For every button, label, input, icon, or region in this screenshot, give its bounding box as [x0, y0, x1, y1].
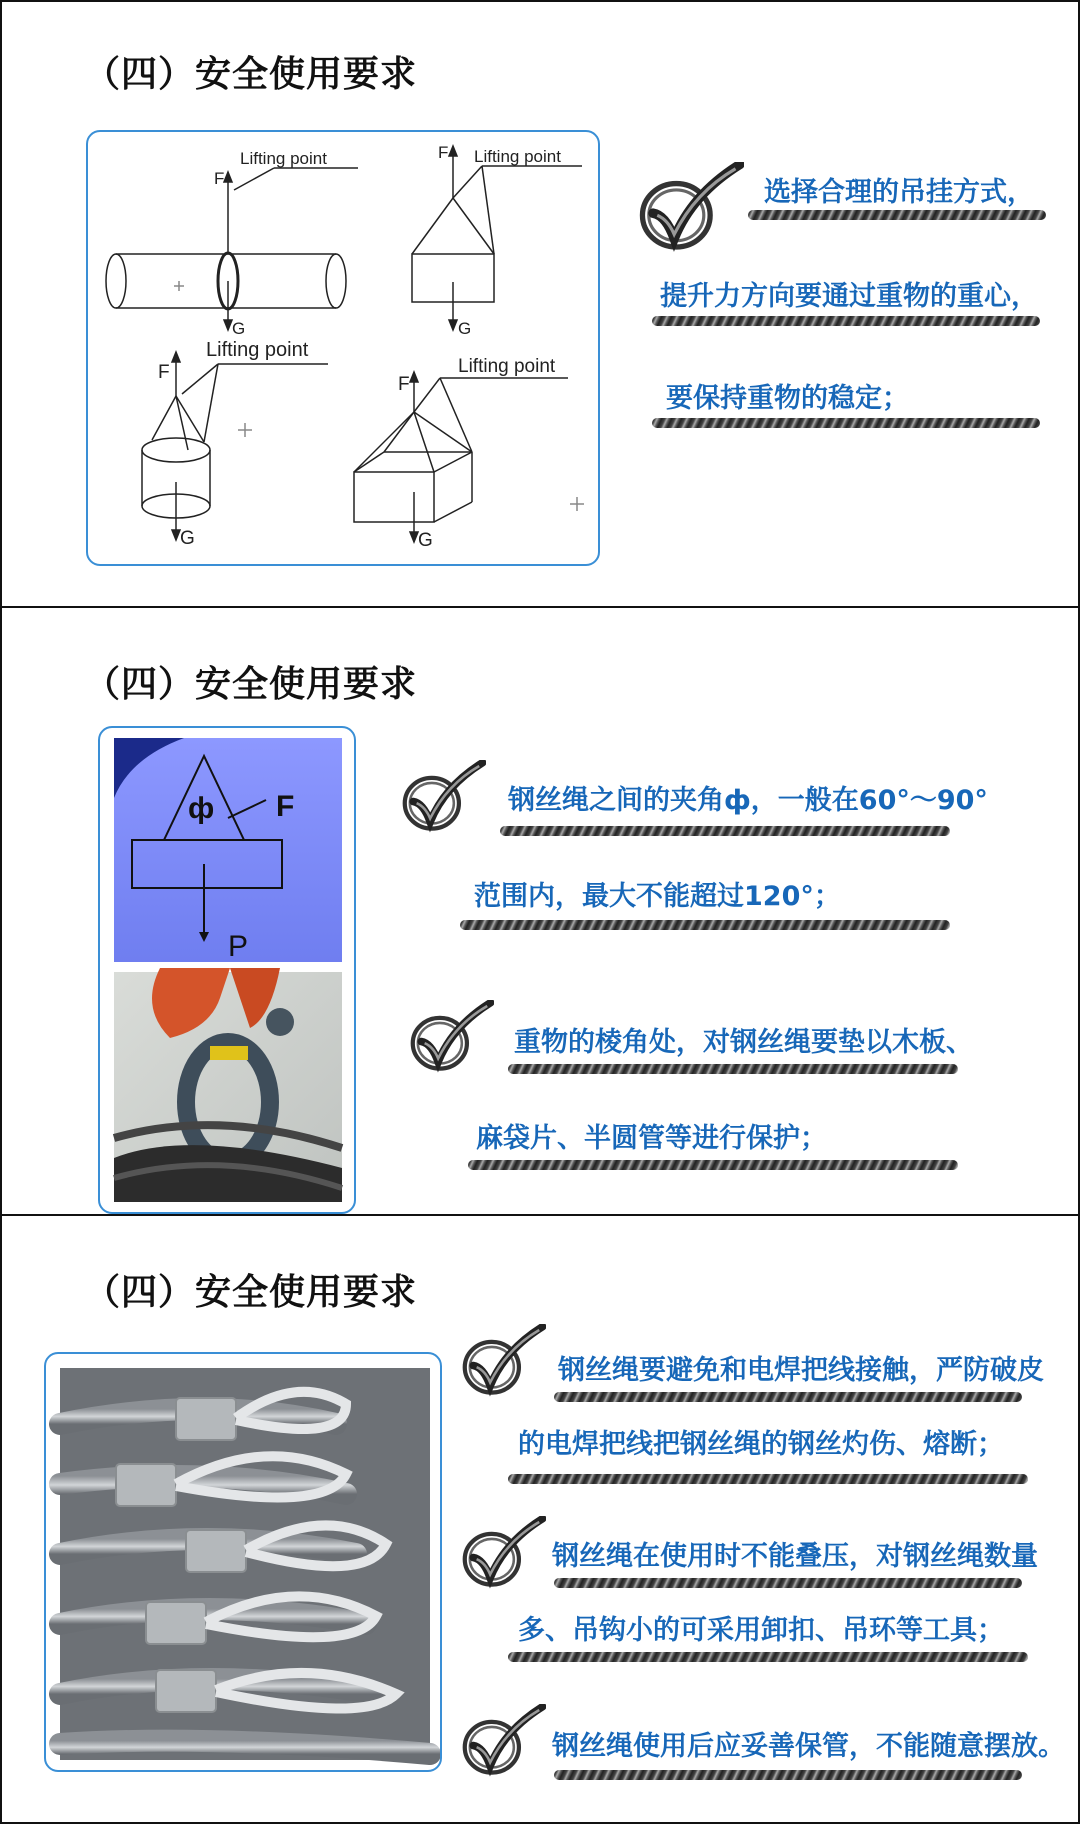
lifting-point-diagram	[88, 132, 600, 566]
rope-underline	[554, 1392, 1022, 1402]
body-line: 选择合理的吊挂方式，	[764, 177, 1034, 208]
body-line: 钢丝绳在使用时不能叠压，对钢丝绳数量	[552, 1541, 1038, 1572]
rope-underline	[554, 1578, 1022, 1588]
rope-underline	[500, 826, 950, 836]
checkmark-icon	[458, 1704, 546, 1782]
body-line: 范围内，最大不能超过120°；	[474, 881, 841, 912]
body-line: 钢丝绳使用后应妥善保管，不能随意摆放。	[552, 1731, 1065, 1762]
rope-underline	[508, 1474, 1028, 1484]
sling-angle-diagram	[100, 728, 356, 1214]
lifting-diagram-panel	[86, 130, 600, 566]
lifting-point-label: Lifting point	[458, 356, 556, 377]
checkmark-icon	[458, 1324, 546, 1402]
force-label: F	[398, 374, 410, 395]
rope-underline	[508, 1652, 1028, 1662]
body-line: 钢丝绳要避免和电焊把线接触，严防破皮	[558, 1355, 1044, 1386]
lifting-point-label: Lifting point	[206, 339, 309, 361]
angle-diagram-panel	[98, 726, 356, 1214]
body-line: 多、吊钩小的可采用卸扣、吊环等工具；	[518, 1615, 1004, 1646]
lifting-point-label: Lifting point	[474, 147, 561, 166]
checkmark-icon	[634, 162, 744, 258]
phi-label: ф	[188, 792, 215, 825]
rope-underline	[652, 316, 1040, 326]
force-label: F	[158, 362, 170, 383]
rope-underline	[554, 1770, 1022, 1780]
slide-3	[0, 1214, 1080, 1824]
body-line: 要保持重物的稳定；	[666, 383, 909, 414]
shackle-photo	[114, 968, 342, 1202]
slide-2	[0, 606, 1080, 1216]
slide-1	[0, 0, 1080, 608]
gravity-label: G	[418, 530, 433, 551]
rope-underline	[468, 1160, 958, 1170]
gravity-label: G	[180, 528, 195, 549]
wire-rope-thimbles-photo	[46, 1354, 442, 1772]
rope-underline	[652, 418, 1040, 428]
force-label: F	[438, 143, 449, 162]
body-line: 的电焊把线把钢丝绳的钢丝灼伤、熔断；	[518, 1429, 1004, 1460]
rope-underline	[748, 210, 1046, 220]
force-label: F	[276, 790, 295, 823]
body-line: 麻袋片、半圆管等进行保护；	[476, 1123, 827, 1154]
load-label: P	[228, 930, 249, 963]
rope-underline	[508, 1064, 958, 1074]
lifting-point-label: Lifting point	[240, 149, 327, 168]
slide-title: （四）安全使用要求	[84, 54, 418, 95]
checkmark-icon	[398, 760, 486, 838]
body-line: 钢丝绳之间的夹角ф，一般在60°～90°	[508, 785, 988, 816]
slide-title: （四）安全使用要求	[84, 1272, 418, 1313]
slide-title: （四）安全使用要求	[84, 664, 418, 705]
wire-rope-photo-panel	[44, 1352, 442, 1772]
gravity-label: G	[458, 319, 472, 338]
body-line: 提升力方向要通过重物的重心，	[660, 281, 1038, 312]
body-line: 重物的棱角处，对钢丝绳要垫以木板、	[514, 1027, 973, 1058]
gravity-label: G	[232, 319, 246, 338]
checkmark-icon	[406, 1000, 494, 1078]
force-label: F	[214, 169, 225, 188]
rope-underline	[460, 920, 950, 930]
checkmark-icon	[458, 1516, 546, 1594]
